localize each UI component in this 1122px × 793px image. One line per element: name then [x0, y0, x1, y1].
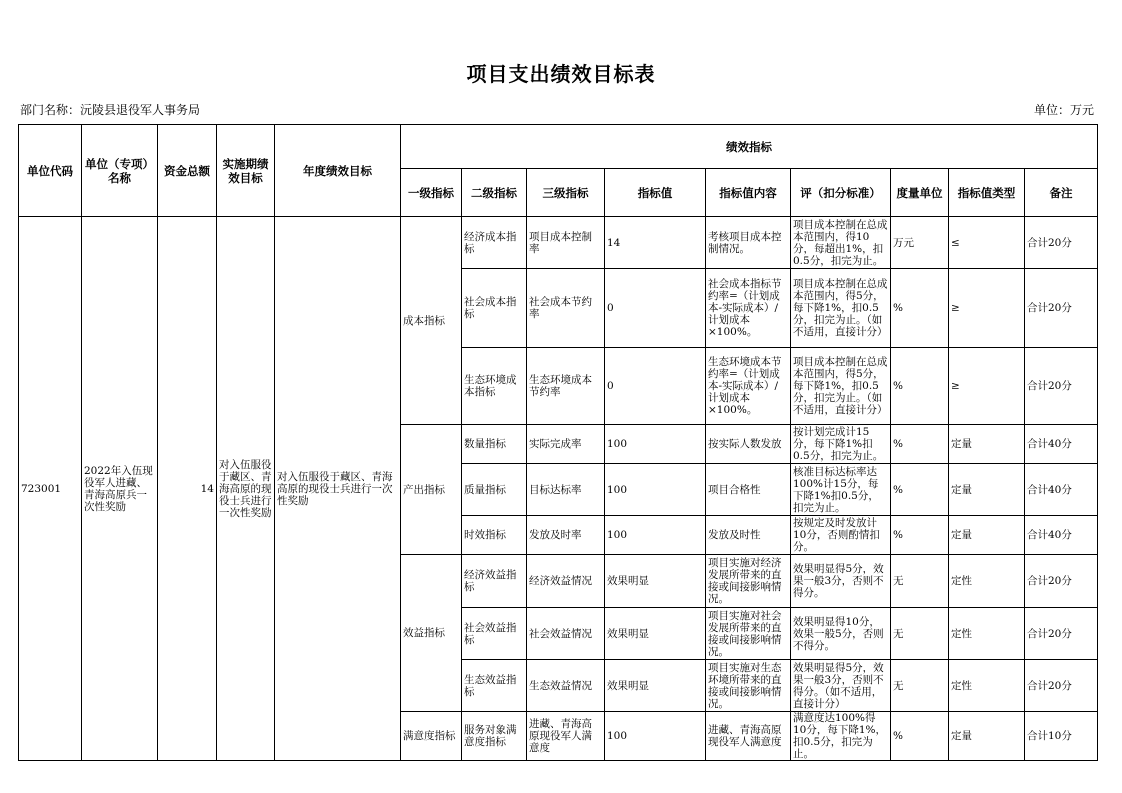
period-goal-cell: 对入伍服役于藏区、青海高原的现役士兵进行一次性奖励 [217, 217, 275, 761]
value-cell: 14 [605, 217, 706, 269]
value-cell: 100 [605, 425, 706, 464]
header-performance-indicators: 绩效指标 [401, 125, 1098, 169]
total-funds-cell: 14 [158, 217, 217, 761]
value-type-cell: ≥ [949, 348, 1025, 425]
level1-output: 产出指标 [401, 425, 462, 555]
level2-cell: 服务对象满意度指标 [462, 712, 527, 761]
remark-cell: 合计20分 [1025, 348, 1098, 425]
content-cell: 发放及时性 [706, 516, 791, 555]
header-measure-unit: 度量单位 [891, 169, 949, 217]
value-type-cell: 定性 [949, 660, 1025, 712]
content-cell: 项目实施对生态环境所带来的直接或间接影响情况。 [706, 660, 791, 712]
value-type-cell: 定量 [949, 516, 1025, 555]
value-cell: 0 [605, 269, 706, 348]
value-cell: 效果明显 [605, 660, 706, 712]
measure-unit-cell: % [891, 425, 949, 464]
scoring-cell: 效果明显得5分，效果一般3分，否则不得分。 [791, 555, 891, 608]
remark-cell: 合计10分 [1025, 712, 1098, 761]
measure-unit-cell: % [891, 269, 949, 348]
remark-cell: 合计40分 [1025, 464, 1098, 516]
remark-cell: 合计40分 [1025, 425, 1098, 464]
content-cell: 生态环境成本节约率=（计划成本-实际成本）/计划成本×100%。 [706, 348, 791, 425]
level2-cell: 生态环境成本指标 [462, 348, 527, 425]
remark-cell: 合计20分 [1025, 217, 1098, 269]
measure-unit-cell: % [891, 516, 949, 555]
scoring-cell: 满意度达100%得10分，每下降1%，扣0.5分，扣完为止。 [791, 712, 891, 761]
header-level1: 一级指标 [401, 169, 462, 217]
performance-target-table [18, 124, 1098, 761]
level2-cell: 生态效益指标 [462, 660, 527, 712]
measure-unit-cell: 万元 [891, 217, 949, 269]
header-unit-code: 单位代码 [19, 125, 82, 217]
header-value-type: 指标值类型 [949, 169, 1025, 217]
level3-cell: 项目成本控制率 [527, 217, 605, 269]
annual-goal-cell: 对入伍服役于藏区、青海高原的现役士兵进行一次性奖励 [275, 217, 401, 761]
value-cell: 效果明显 [605, 555, 706, 608]
level2-cell: 经济成本指标 [462, 217, 527, 269]
department-name: 部门名称：沅陵县退役军人事务局 [20, 103, 201, 117]
level2-cell: 经济效益指标 [462, 555, 527, 608]
value-type-cell: 定性 [949, 555, 1025, 608]
level1-cost: 成本指标 [401, 217, 462, 425]
content-cell: 项目合格性 [706, 464, 791, 516]
level3-cell: 发放及时率 [527, 516, 605, 555]
value-type-cell: 定量 [949, 712, 1025, 761]
header-scoring: 评（扣分标准） [791, 169, 891, 217]
measure-unit-cell: % [891, 348, 949, 425]
header-level2: 二级指标 [462, 169, 527, 217]
scoring-cell: 按规定及时发放计10分，否则酌情扣分。 [791, 516, 891, 555]
level3-cell: 实际完成率 [527, 425, 605, 464]
value-cell: 100 [605, 464, 706, 516]
remark-cell: 合计20分 [1025, 269, 1098, 348]
header-remark: 备注 [1025, 169, 1098, 217]
level3-cell: 目标达标率 [527, 464, 605, 516]
value-type-cell: 定性 [949, 608, 1025, 660]
measure-unit-cell: % [891, 464, 949, 516]
unit-name-cell: 2022年入伍现役军人进藏、青海高原兵一次性奖励 [82, 217, 158, 761]
value-cell: 100 [605, 712, 706, 761]
level2-cell: 数量指标 [462, 425, 527, 464]
scoring-cell: 核准目标达标率达100%计15分，每下降1%扣0.5分，扣完为止。 [791, 464, 891, 516]
measure-unit-cell: 无 [891, 660, 949, 712]
remark-cell: 合计40分 [1025, 516, 1098, 555]
value-type-cell: 定量 [949, 425, 1025, 464]
header-annual-goal: 年度绩效目标 [275, 125, 401, 217]
level3-cell: 进藏、青海高原现役军人满意度 [527, 712, 605, 761]
level1-benefit: 效益指标 [401, 555, 462, 712]
remark-cell: 合计20分 [1025, 660, 1098, 712]
level1-satisfaction: 满意度指标 [401, 712, 462, 761]
content-cell: 考核项目成本控制情况。 [706, 217, 791, 269]
value-type-cell: 定量 [949, 464, 1025, 516]
scoring-cell: 按计划完成计15分，每下降1%扣0.5分，扣完为止。 [791, 425, 891, 464]
level3-cell: 生态效益情况 [527, 660, 605, 712]
measure-unit-cell: % [891, 712, 949, 761]
remark-cell: 合计20分 [1025, 608, 1098, 660]
content-cell: 项目实施对社会发展所带来的直接或间接影响情况。 [706, 608, 791, 660]
level3-cell: 经济效益情况 [527, 555, 605, 608]
level3-cell: 社会效益情况 [527, 608, 605, 660]
scoring-cell: 项目成本控制在总成本范围内，得10分，每超出1%，扣0.5分，扣完为止。 [791, 217, 891, 269]
level2-cell: 时效指标 [462, 516, 527, 555]
measure-unit-cell: 无 [891, 555, 949, 608]
level3-cell: 社会成本节约率 [527, 269, 605, 348]
header-value: 指标值 [605, 169, 706, 217]
scoring-cell: 项目成本控制在总成本范围内，得5分，每下降1%，扣0.5分，扣完为止。（如不适用，直接计分） [791, 269, 891, 348]
page-title: 项目支出绩效目标表 [466, 62, 656, 86]
currency-unit: 单位：万元 [1033, 103, 1094, 117]
table-row [19, 217, 1098, 269]
level2-cell: 质量指标 [462, 464, 527, 516]
level2-cell: 社会成本指标 [462, 269, 527, 348]
content-cell: 按实际人数发放 [706, 425, 791, 464]
header-period-goal: 实施期绩效目标 [217, 125, 275, 217]
value-cell: 100 [605, 516, 706, 555]
scoring-cell: 项目成本控制在总成本范围内，得5分，每下降1%，扣0.5分，扣完为止。（如不适用，直接计分） [791, 348, 891, 425]
header-level3: 三级指标 [527, 169, 605, 217]
header-unit-name: 单位（专项）名称 [82, 125, 158, 217]
scoring-cell: 效果明显得10分，效果一般5分，否则不得分。 [791, 608, 891, 660]
remark-cell: 合计20分 [1025, 555, 1098, 608]
content-cell: 进藏、青海高原现役军人满意度 [706, 712, 791, 761]
header-content: 指标值内容 [706, 169, 791, 217]
measure-unit-cell: 无 [891, 608, 949, 660]
content-cell: 社会成本指标节约率=（计划成本-实际成本）/计划成本×100%。 [706, 269, 791, 348]
header-row-1 [19, 125, 1098, 169]
header-total-funds: 资金总额 [158, 125, 217, 217]
value-cell: 0 [605, 348, 706, 425]
value-cell: 效果明显 [605, 608, 706, 660]
value-type-cell: ≤ [949, 217, 1025, 269]
level2-cell: 社会效益指标 [462, 608, 527, 660]
value-type-cell: ≥ [949, 269, 1025, 348]
unit-code-cell: 723001 [19, 217, 82, 761]
content-cell: 项目实施对经济发展所带来的直接或间接影响情况。 [706, 555, 791, 608]
level3-cell: 生态环境成本节约率 [527, 348, 605, 425]
scoring-cell: 效果明显得5分，效果一般3分，否则不得分。（如不适用，直接计分） [791, 660, 891, 712]
